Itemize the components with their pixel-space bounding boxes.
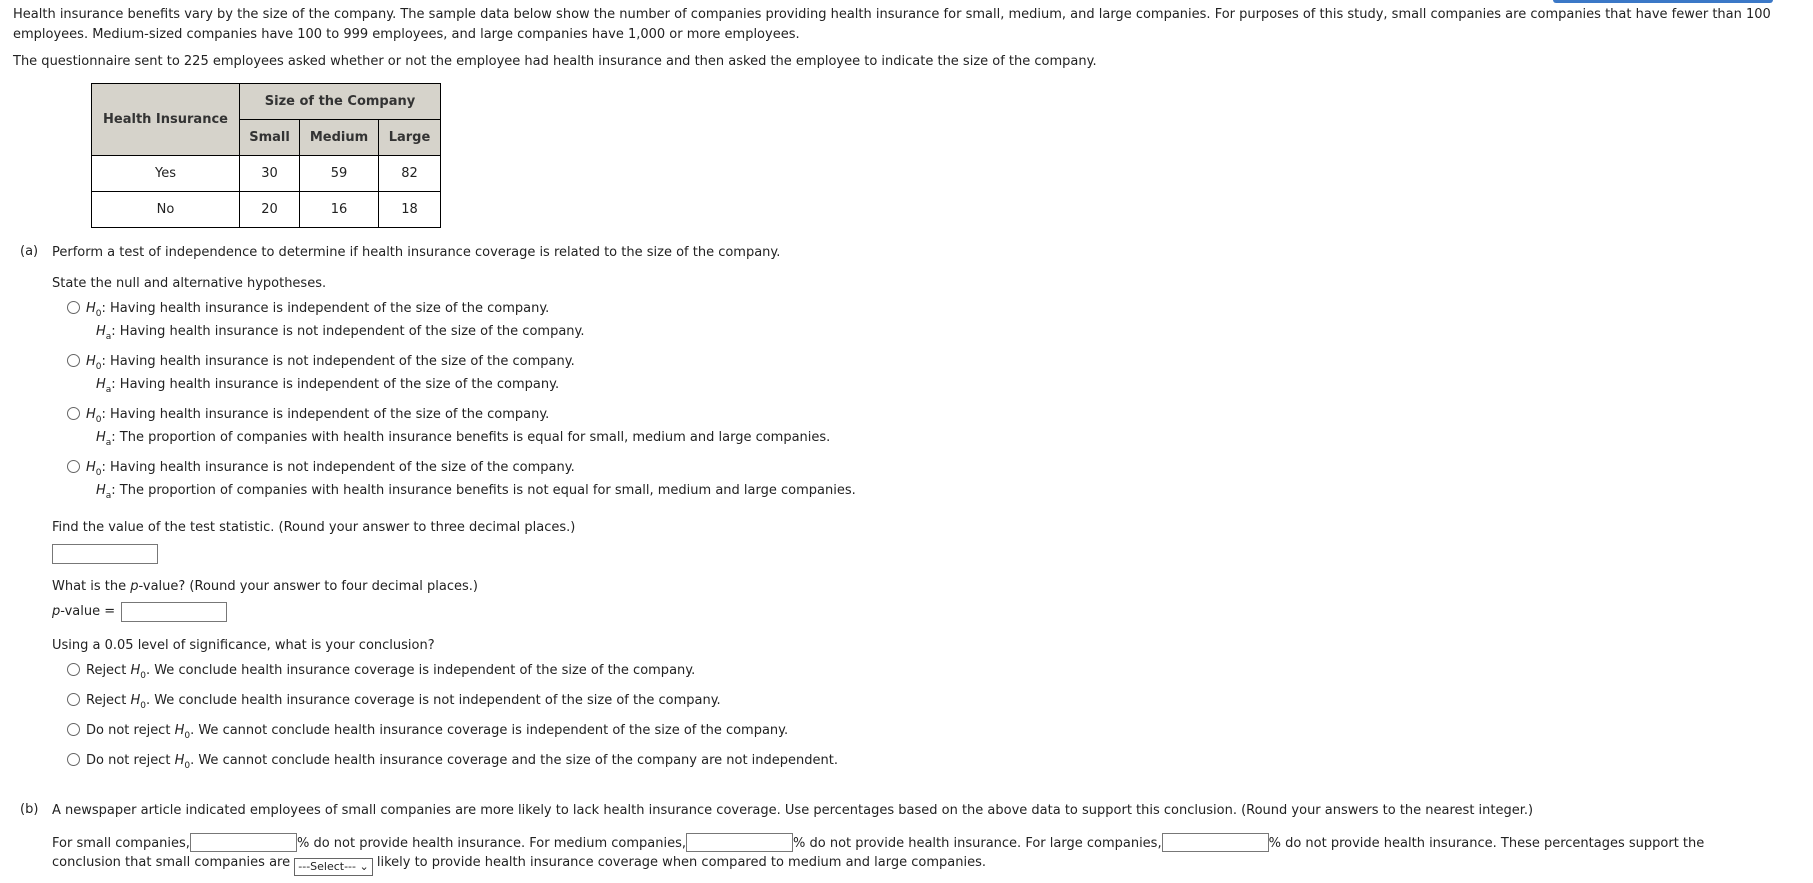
hypothesis-option-3-ha: $H_a$: The proportion of companies with health insurance benefits is equal for small, medium and large companies. [96,430,831,448]
part-b-prompt: A newspaper article indicated employees of small companies are more likely to lack health insurance coverage. Use percentages based on the above data to support this conclusion. (Round your answers to the nearest integer.) [52,803,1534,818]
radio-icon[interactable] [67,753,80,766]
radio-icon[interactable] [67,301,80,314]
conclusion-option-2[interactable]: Reject $H_0$. We conclude health insurance coverage is not independent of the size of the company. [67,692,721,715]
hypotheses-prompt: State the null and alternative hypotheses. [52,276,327,291]
radio-icon[interactable] [67,354,80,367]
medium-percent-input[interactable] [686,833,793,852]
radio-icon[interactable] [67,723,80,736]
hypothesis-option-2[interactable]: $H_0$: Having health insurance is not independent of the size of the company. [67,353,575,376]
hypothesis-option-1[interactable]: $H_0$: Having health insurance is independent of the size of the company. [67,300,549,323]
part-b-sentence-line-1: For small companies, % do not provide health insurance. For medium companies, % do not provide health insurance. For large companies, % do not provide health insurance. These percentages support the [52,833,1704,853]
hypothesis-option-3[interactable]: $H_0$: Having health insurance is independent of the size of the company. [67,406,549,429]
intro-paragraph: Health insurance benefits vary by the size of the company. The sample data below show the number of companies providing health insurance for small, medium, and large companies. For purposes of this study, small companies are companies that have fewer than 100 employees. Medium-sized companies have 100 to 999 employees, and large companies have 1,000 or more employees. [13,7,1771,42]
intro-paragraph-2: The questionnaire sent to 225 employees asked whether or not the employee had health insurance and then asked the employee to indicate the size of the company. [13,54,1097,69]
radio-icon[interactable] [67,693,80,706]
row-label: Yes [92,156,240,192]
likelihood-select[interactable]: ---Select--- ⌄ [294,858,372,876]
conclusion-option-4[interactable]: Do not reject $H_0$. We cannot conclude health insurance coverage and the size of the company are not independent. [67,752,838,775]
data-table [91,83,441,228]
cell: 18 [379,192,441,228]
cell: 30 [240,156,300,192]
table-row [92,156,441,192]
hypothesis-option-4[interactable]: $H_0$: Having health insurance is not independent of the size of the company. [67,459,575,482]
col-header-small: Small [240,120,300,156]
col-header-large: Large [379,120,441,156]
test-statistic-input[interactable] [52,544,158,564]
col-header-medium: Medium [300,120,379,156]
cell: 16 [300,192,379,228]
p-value-prompt: What is the p-value? (Round your answer to four decimal places.) [52,579,478,594]
group-header: Size of the Company [240,84,441,120]
large-percent-input[interactable] [1162,833,1269,852]
test-statistic-prompt: Find the value of the test statistic. (Round your answer to three decimal places.) [52,520,576,535]
hypothesis-option-2-ha: $H_a$: Having health insurance is independent of the size of the company. [96,377,560,395]
top-accent-bar [1553,0,1773,3]
small-percent-input[interactable] [190,833,297,852]
cell: 59 [300,156,379,192]
radio-icon[interactable] [67,460,80,473]
p-value-label: p-value = [52,604,116,619]
part-a-prompt: Perform a test of independence to determine if health insurance coverage is related to the size of the company. [52,245,781,260]
conclusion-prompt: Using a 0.05 level of significance, what is your conclusion? [52,638,435,653]
hypothesis-option-1-ha: $H_a$: Having health insurance is not independent of the size of the company. [96,324,585,342]
part-b-label: (b) [20,802,39,817]
conclusion-option-1[interactable]: Reject $H_0$. We conclude health insurance coverage is independent of the size of the company. [67,662,695,685]
table-row [92,192,441,228]
row-label: No [92,192,240,228]
hypothesis-option-4-ha: $H_a$: The proportion of companies with health insurance benefits is not equal for small, medium and large companies. [96,483,856,501]
row-header: Health Insurance [92,84,240,156]
part-b-sentence-line-2: conclusion that small companies are ---Select--- ⌄ likely to provide health insurance coverage when compared to medium and large companies. [52,854,986,876]
p-value-input[interactable] [121,602,227,622]
conclusion-option-3[interactable]: Do not reject $H_0$. We cannot conclude health insurance coverage is independent of the size of the company. [67,722,788,745]
cell: 20 [240,192,300,228]
radio-icon[interactable] [67,663,80,676]
part-a-label: (a) [20,244,39,259]
radio-icon[interactable] [67,407,80,420]
cell: 82 [379,156,441,192]
